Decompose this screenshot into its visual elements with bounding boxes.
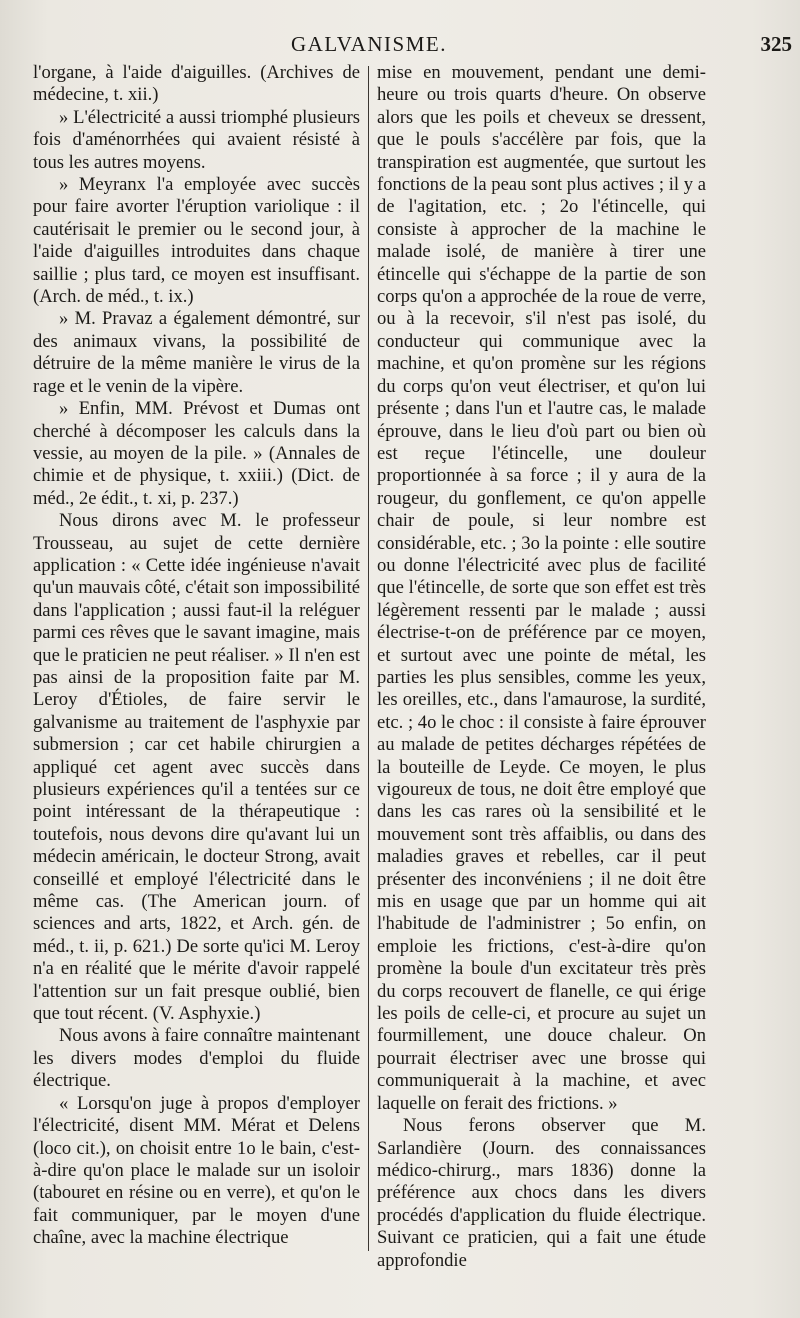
right-column — [377, 62, 706, 1272]
column-divider — [368, 66, 369, 1251]
paragraph: » M. Pravaz a également démontré, sur des animaux vivans, la possibilité de détruire de la même manière le virus de la rage et le venin de la vipère. — [33, 308, 360, 397]
paragraph: « Lorsqu'on juge à propos d'employer l'électricité, disent MM. Mérat et Delens (loco cit.), on choisit entre 1o le bain, c'est-à-dire qu'on place le malade sur un isoloir (tabouret en résine ou en verre), et qu'on le fait communiquer, par le moyen d'une chaîne, avec la machine électrique — [33, 1092, 360, 1249]
paragraph: Nous ferons observer que M. Sarlandière (Journ. des connaissances médico-chirurg., mars 1836) donne la préférence aux chocs dans les divers procédés d'application du fluide électrique. Suivant ce praticien, qui a fait une étude approfondie — [377, 1115, 706, 1271]
paragraph: l'organe, à l'aide d'aiguilles. (Archives de médecine, t. xii.) — [33, 62, 360, 106]
paragraph: mise en mouvement, pendant une demi-heure ou trois quarts d'heure. On observe alors que les poils et cheveux se dressent, que le pouls s'accélère par fois, que la transpiration est augmentée, que surtout les fonctions de la peau sont plus actives ; il y a de l'agitation, etc. ; 2o l'étincelle, qui consiste à approcher de la machine le malade isolé, de manière à tirer une étincelle qui s'échappe de la partie de son corps qu'on a approchée de la roue de verre, ou à la recevoir, s'il n'est pas isolé, du conducteur qui communique avec la machine, et qu'on promène sur les régions du corps qu'on veut électriser, et qu'on lui présente ; dans l'un et l'autre cas, le malade éprouve, dans le lieu d'où part ou bien où est reçue l'étincelle, une douleur proportionnée à sa force ; il y aura de la rougeur, du gonflement, ce qu'on appelle chair de poule, si leur nombre est considérable, etc. ; 3o la pointe : elle soutire ou donne l'électricité avec plus de facilité que l'étincelle, de sorte que son effet est très légèrement ressenti par le malade ; aussi électrise-t-on de préférence par ce moyen, et surtout avec une pointe de métal, les parties les plus sensibles, comme les yeux, les oreilles, etc., dans l'amaurose, la surdité, etc. ; 4o le choc : il consiste à faire éprouver au malade de petites décharges répétées de la bouteille de Leyde. Ce moyen, le plus vigoureux de tous, ne doit être employé que dans les cas rares où la sensibilité et le mouvement sont très affaiblis, ou dans des maladies graves et rebelles, car il peut présenter des inconvéniens ; il ne doit être mis en usage que par un homme qui ait l'habitude de l'administrer ; 5o enfin, on emploie les frictions, c'est-à-dire qu'on promène la boule d'un excitateur très près du corps recouvert de flanelle, ce qui érige les poils de celle-ci, et procure au sujet un fourmillement, une douce chaleur. On pourrait électriser avec une brosse qui communiquerait à la machine, et avec laquelle on ferait des frictions. » — [377, 62, 706, 1114]
page-number: 325 — [760, 32, 792, 56]
paragraph: Nous avons à faire connaître maintenant les divers modes d'emploi du fluide électrique. — [33, 1025, 360, 1092]
page-header — [30, 32, 792, 62]
left-column — [33, 62, 360, 1250]
paragraph: Nous dirons avec M. le professeur Trousseau, au sujet de cette dernière application : « Cette idée ingénieuse n'avait qu'un mauvais côté, c'était son impossibilité dans l'application ; aussi faut-il la reléguer parmi ces rêves que le savant imagine, mais que le praticien ne peut réaliser. » Il n'en est pas ainsi de la proposition faite par M. Leroy d'Étioles, de faire servir le galvanisme au traitement de l'asphyxie par submersion ; car cet habile chirurgien a appliqué cet agent avec succès dans plusieurs expériences qu'il a tentées sur ce point intéressant de la thérapeutique : toutefois, nous devons dire qu'avant lui un médecin américain, le docteur Strong, avait conseillé et employé l'électricité dans le même cas. (The American journ. of sciences and arts, 1822, et Arch. gén. de méd., t. ii, p. 621.) De sorte qu'ici M. Leroy n'a en réalité que le mérite d'avoir rappelé l'attention sur un fait presque oublié, bien que tout récent. (V. Asphyxie.) — [33, 510, 360, 1025]
running-head: GALVANISME. — [291, 32, 447, 56]
paragraph: » L'électricité a aussi triomphé plusieurs fois d'aménorrhées qui avaient résisté à tous les autres moyens. — [33, 106, 360, 173]
paragraph: » Meyranx l'a employée avec succès pour faire avorter l'éruption variolique : il cautérisait le premier ou le second jour, à l'aide d'aiguilles introduites dans chaque saillie ; plus tard, ce moyen est insuffisant. (Arch. de méd., t. ix.) — [33, 174, 360, 308]
paragraph: » Enfin, MM. Prévost et Dumas ont cherché à décomposer les calculs dans la vessie, au moyen de la pile. » (Annales de chimie et de physique, t. xxiii.) (Dict. de méd., 2e édit., t. xi, p. 237.) — [33, 398, 360, 509]
